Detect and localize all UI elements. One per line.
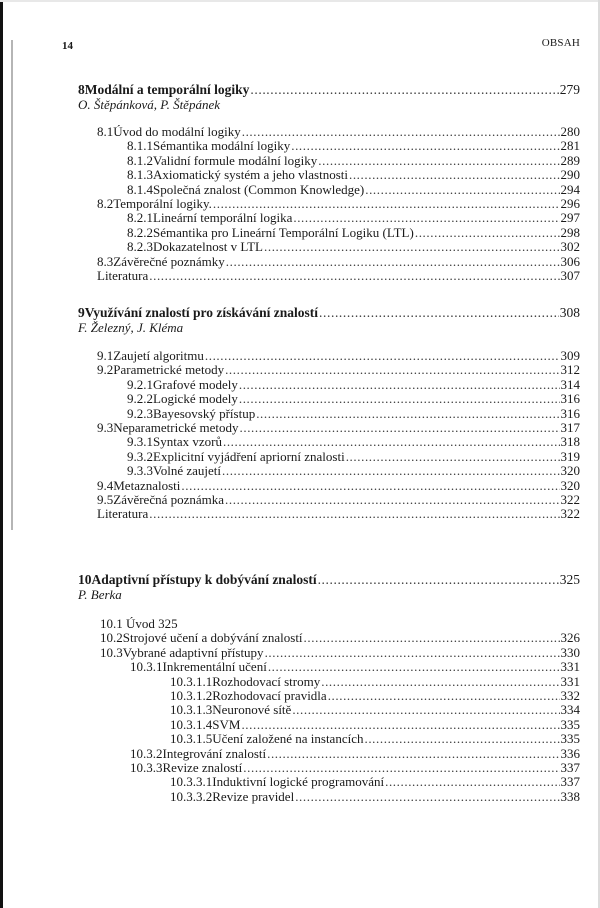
entry-number: 10.3.3 <box>130 760 163 775</box>
entry-number: 9.3.1 <box>127 434 153 450</box>
entry-page: 326 <box>560 630 580 646</box>
entry-page: 296 <box>560 196 580 211</box>
chapter-title: Adaptivní přístupy k dobývání znalostí <box>91 572 317 587</box>
toc-entry[interactable] <box>170 688 580 703</box>
chapter-number: 10 <box>78 572 92 587</box>
entry-title: Grafové modely <box>153 376 238 392</box>
entry-page: 318 <box>560 434 580 450</box>
dot-leader <box>291 138 559 153</box>
toc-entry[interactable] <box>127 210 580 225</box>
toc-chapter-heading[interactable] <box>78 572 580 587</box>
entry-title: Sémantika modální logiky <box>153 138 291 154</box>
dot-leader <box>225 362 559 377</box>
entry-page: 316 <box>560 391 580 407</box>
dot-leader <box>292 702 559 717</box>
toc-entry[interactable] <box>170 774 580 789</box>
dot-leader <box>318 572 559 587</box>
entry-page: 289 <box>560 152 580 168</box>
entry-number: 9.2.1 <box>127 376 153 392</box>
entry-title: SVM <box>212 716 241 732</box>
entry-title: Lineární temporální logika <box>153 210 293 226</box>
entry-page: 280 <box>560 124 580 139</box>
dot-leader <box>205 348 560 363</box>
dot-leader <box>346 449 560 464</box>
entry-number: 9.2 <box>97 362 114 378</box>
entry-title: Validní formule modální logiky <box>153 152 318 168</box>
toc-entry[interactable] <box>127 167 580 182</box>
entry-number: 10.3.1.2 <box>170 688 213 703</box>
entry-title: Induktivní logické programování <box>212 774 385 790</box>
dot-leader <box>250 82 558 97</box>
dot-leader <box>181 478 559 493</box>
toc-entry[interactable] <box>170 674 580 689</box>
dot-leader <box>365 182 559 197</box>
entry-number: 10.3.3.1 <box>170 774 213 790</box>
dot-leader <box>226 254 560 269</box>
dot-leader <box>268 659 560 674</box>
entry-number: 8.3 <box>97 253 114 269</box>
entry-title: Vybrané adaptivní přístupy <box>122 644 264 660</box>
toc-entry[interactable] <box>170 702 580 717</box>
entry-title: Dokazatelnost v LTL <box>153 239 263 255</box>
toc-entry[interactable] <box>100 645 580 660</box>
entry-page: 316 <box>560 405 580 421</box>
dot-leader <box>415 225 560 240</box>
toc-entry[interactable] <box>127 463 580 478</box>
scan-border-left <box>0 0 3 908</box>
entry-page: 319 <box>560 448 580 464</box>
entry-number: 9.4 <box>97 477 114 493</box>
dot-leader <box>349 167 560 182</box>
chapter-page: 279 <box>559 82 580 97</box>
dot-leader <box>223 434 560 449</box>
entry-number: 8.1.2 <box>127 152 153 168</box>
entry-title: Učení založené na instancích <box>212 731 364 747</box>
dot-leader <box>319 305 559 320</box>
toc-entry[interactable] <box>170 731 580 746</box>
entry-page: 331 <box>560 673 580 689</box>
entry-page: 322 <box>560 506 580 522</box>
entry-title: Neparametrické metody <box>113 420 239 435</box>
dot-leader <box>242 124 560 139</box>
dot-leader <box>385 774 559 789</box>
chapter-authors: P. Berka <box>78 587 122 602</box>
dot-leader <box>149 506 559 521</box>
entry-page: 317 <box>560 420 580 435</box>
entry-title: Strojové učení a dobývání znalostí <box>122 630 303 646</box>
dot-leader <box>318 153 559 168</box>
entry-number: 8.1 <box>97 124 114 139</box>
entry-title: Syntax vzorů <box>153 434 222 450</box>
entry-title: Volné zaujetí <box>153 463 221 479</box>
dot-leader <box>265 645 560 660</box>
entry-number: 10.3.1 <box>130 659 163 675</box>
chapter-authors: F. Železný, J. Kléma <box>78 320 184 335</box>
entry-title: Inkrementální učení <box>162 659 267 675</box>
entry-title: Temporální logiky. <box>113 196 212 211</box>
toc-entry[interactable] <box>130 760 580 775</box>
entry-title: Axiomatický systém a jeho vlastnosti <box>153 167 348 183</box>
entry-number: 10.3.1.4 <box>170 716 213 732</box>
dot-leader <box>225 492 559 507</box>
entry-number: 9.5 <box>97 492 114 507</box>
toc-entry[interactable] <box>127 434 580 449</box>
entry-title: Metaznalosti <box>113 477 181 493</box>
gutter-shadow-line <box>11 40 13 530</box>
entry-title: Literatura <box>97 268 149 283</box>
toc-entry[interactable] <box>100 630 580 645</box>
entry-title: Integrování znalostí <box>162 745 267 761</box>
entry-page: 307 <box>560 268 580 283</box>
toc-entry[interactable] <box>97 362 580 377</box>
entry-page: 309 <box>560 348 580 363</box>
entry-title: Závěrečné poznámky <box>113 253 225 269</box>
entry-title: Zaujetí algoritmu <box>113 348 204 363</box>
toc-entry[interactable] <box>130 746 580 761</box>
entry-title: Rozhodovací pravidla <box>212 688 327 703</box>
chapter-number: 9 <box>78 305 85 320</box>
toc-entry-literature[interactable] <box>97 506 580 521</box>
entry-page: 312 <box>560 362 580 378</box>
dot-leader <box>293 210 559 225</box>
entry-page: 331 <box>560 659 580 675</box>
entry-title: Literatura <box>97 506 149 522</box>
entry-number: 10.3.1.5 <box>170 731 213 747</box>
entry-page: 314 <box>560 376 580 392</box>
entry-page: 336 <box>560 745 580 761</box>
dot-leader <box>321 674 559 689</box>
toc-chapter-heading[interactable] <box>78 305 580 320</box>
dot-leader <box>213 196 560 211</box>
entry-page: 337 <box>560 774 580 790</box>
entry-title: Revize pravidel <box>212 788 295 804</box>
entry-number: 8.2.2 <box>127 224 153 240</box>
dot-leader <box>364 731 559 746</box>
dot-leader <box>239 377 560 392</box>
entry-number: 10.3 <box>100 644 123 660</box>
entry-title: Sémantika pro Lineární Temporální Logiku (LTL) <box>153 224 414 240</box>
entry-title: Explicitní vyjádření apriorní znalosti <box>153 448 345 464</box>
scan-border-top <box>0 0 600 2</box>
toc-entry[interactable] <box>127 391 580 406</box>
toc-entry[interactable] <box>97 254 580 269</box>
chapter-title: Využívání znalostí pro získávání znalostí <box>84 305 319 320</box>
toc-entry[interactable] <box>170 789 580 804</box>
toc-entry[interactable] <box>97 196 580 211</box>
dot-leader <box>222 463 560 478</box>
entry-title: Revize znalostí <box>162 760 243 775</box>
toc-entry[interactable] <box>127 225 580 240</box>
entry-number: 9.1 <box>97 348 114 363</box>
entry-number: 9.2.3 <box>127 405 153 421</box>
entry-page: 337 <box>560 760 580 775</box>
toc-entry[interactable] <box>127 138 580 153</box>
dot-leader <box>256 406 559 421</box>
chapter-page: 308 <box>559 305 580 320</box>
entry-number: 10.3.1.3 <box>170 702 213 718</box>
toc-entry-intro[interactable]: 10.1 Úvod 325 <box>100 616 178 631</box>
entry-title: Úvod do modální logiky <box>113 124 241 139</box>
toc-entry-literature[interactable] <box>97 268 580 283</box>
entry-title: Logické modely <box>153 391 238 407</box>
entry-number: 10.3.1.1 <box>170 673 213 689</box>
entry-number: 9.2.2 <box>127 391 153 407</box>
entry-number: 10.3.3.2 <box>170 788 213 804</box>
entry-page: 320 <box>560 463 580 479</box>
toc-entry[interactable] <box>127 182 580 197</box>
entry-number: 9.3 <box>97 420 114 435</box>
entry-number: 10.3.2 <box>130 745 163 761</box>
toc-entry[interactable] <box>97 124 580 139</box>
running-head: OBSAH <box>541 37 580 49</box>
chapter-authors: O. Štěpánková, P. Štěpánek <box>78 97 220 112</box>
entry-page: 335 <box>560 731 580 747</box>
toc-chapter-heading[interactable] <box>78 82 580 97</box>
dot-leader <box>240 420 560 435</box>
dot-leader <box>149 268 559 283</box>
entry-title: Parametrické metody <box>113 362 225 378</box>
entry-page: 302 <box>560 239 580 255</box>
dot-leader <box>241 717 559 732</box>
entry-number: 8.2.1 <box>127 210 153 226</box>
entry-page: 332 <box>560 688 580 703</box>
entry-number: 9.3.2 <box>127 448 153 464</box>
chapter-page: 325 <box>559 572 580 587</box>
entry-page: 294 <box>560 181 580 197</box>
entry-page: 290 <box>560 167 580 183</box>
toc-entry[interactable] <box>127 377 580 392</box>
entry-page: 281 <box>560 138 580 154</box>
dot-leader <box>264 239 560 254</box>
entry-title: Společná znalost (Common Knowledge) <box>153 181 365 197</box>
entry-number: 8.1.3 <box>127 167 153 183</box>
toc-entry[interactable] <box>97 478 580 493</box>
chapter-title: Modální a temporální logiky <box>84 82 250 97</box>
entry-title: Rozhodovací stromy <box>212 673 321 689</box>
entry-number: 9.3.3 <box>127 463 153 479</box>
entry-number: 8.2.3 <box>127 239 153 255</box>
entry-page: 335 <box>560 716 580 732</box>
toc-entry[interactable] <box>97 492 580 507</box>
entry-page: 306 <box>560 253 580 269</box>
entry-number: 8.1.1 <box>127 138 153 154</box>
dot-leader <box>243 760 559 775</box>
entry-title: Neuronové sítě <box>212 702 292 718</box>
entry-page: 320 <box>560 477 580 493</box>
entry-page: 338 <box>560 788 580 804</box>
entry-number: 8.1.4 <box>127 181 153 197</box>
toc-entry[interactable] <box>130 659 580 674</box>
dot-leader <box>304 630 560 645</box>
toc-entry[interactable] <box>127 153 580 168</box>
entry-title: Závěrečná poznámka <box>113 492 225 507</box>
page-number: 14 <box>62 40 73 52</box>
dot-leader <box>295 789 559 804</box>
toc-entry[interactable] <box>127 449 580 464</box>
toc-entry[interactable] <box>97 348 580 363</box>
entry-page: 298 <box>560 224 580 240</box>
entry-number: 8.2 <box>97 196 114 211</box>
toc-entry[interactable] <box>97 420 580 435</box>
entry-title: Bayesovský přístup <box>153 405 256 421</box>
toc-entry[interactable] <box>127 239 580 254</box>
dot-leader <box>267 746 559 761</box>
entry-page: 334 <box>560 702 580 718</box>
entry-page: 297 <box>560 210 580 226</box>
toc-entry[interactable] <box>170 717 580 732</box>
entry-page: 322 <box>560 492 580 507</box>
dot-leader <box>328 688 560 703</box>
dot-leader <box>239 391 560 406</box>
toc-entry[interactable] <box>127 406 580 421</box>
entry-page: 330 <box>560 644 580 660</box>
entry-number: 10.2 <box>100 630 123 646</box>
chapter-number: 8 <box>78 82 85 97</box>
